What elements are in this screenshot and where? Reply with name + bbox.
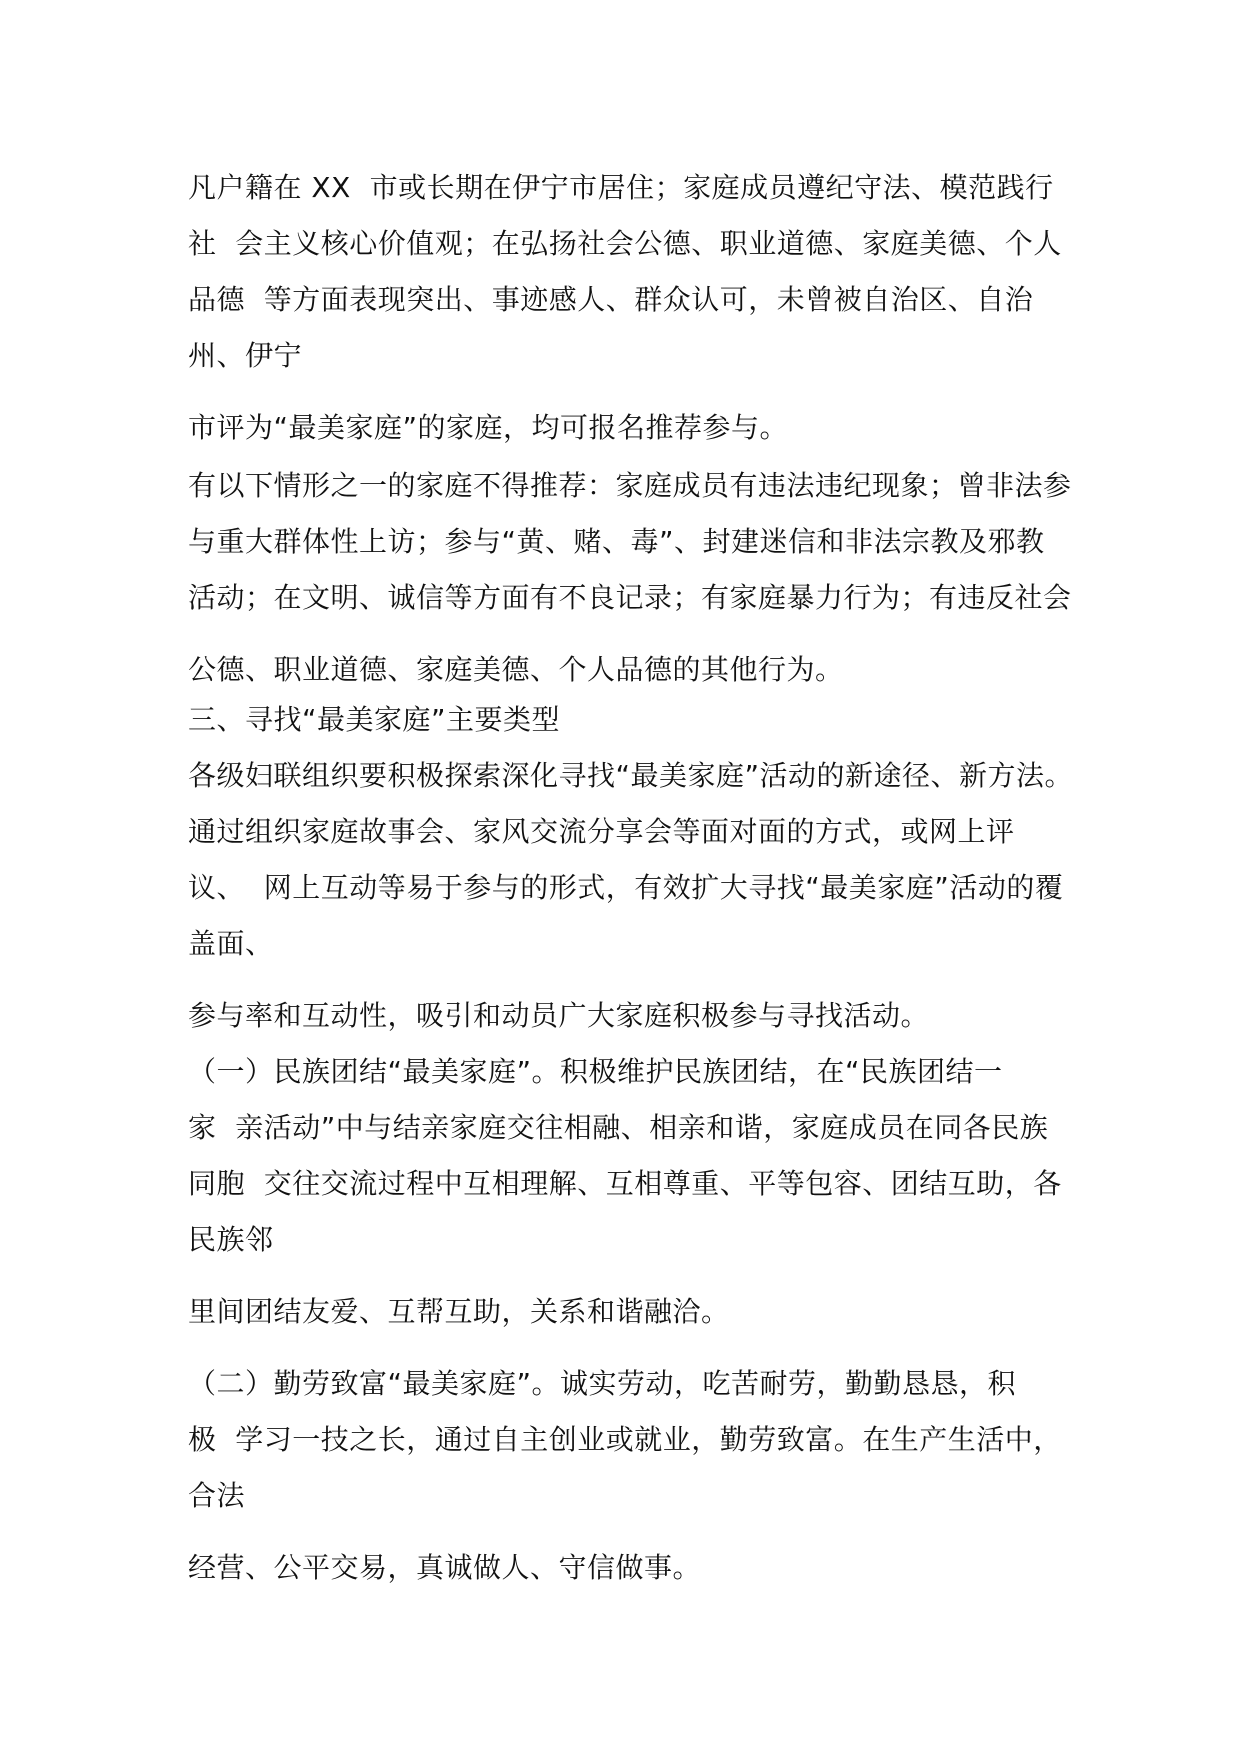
text-line: 公德、职业道德、家庭美德、个人品德的其他行为。 [188,653,844,686]
text-line: 品德 等方面表现突出、事迹感人、群众认可，未曾被自治区、自治 [188,283,1034,316]
text-line: 州、伊宁 [188,339,303,372]
text-line: 参与率和互动性，吸引和动员广大家庭积极参与寻找活动。 [188,999,930,1032]
text-line: 社 会主义核心价值观；在弘扬社会公德、职业道德、家庭美德、个人 [188,227,1062,260]
text-line: 活动；在文明、诚信等方面有不良记录；有家庭暴力行为；有违反社会 [188,581,1072,614]
text-line: 有以下情形之一的家庭不得推荐：家庭成员有违法违纪现象；曾非法参 [188,469,1072,502]
text-line: 里间团结友爱、互帮互助，关系和谐融洽。 [188,1295,730,1328]
text-line: 经营、公平交易，真诚做人、守信做事。 [188,1551,702,1584]
text-line: 合法 [188,1479,246,1512]
text-line: 民族邻 [188,1223,274,1256]
text-line: 盖面、 [188,927,274,960]
text-line: （二）勤劳致富“最美家庭”。诚实劳动，吃苦耐劳，勤勤恳恳，积 [188,1367,1017,1400]
text-line: 与重大群体性上访；参与“黄、赌、毒”、封建迷信和非法宗教及邪教 [188,525,1045,558]
text-line: 凡户籍在 XX 市或长期在伊宁市居住；家庭成员遵纪守法、模范践行 [188,171,1054,204]
text-line: 极 学习一技之长，通过自主创业或就业，勤劳致富。在生产生活中， [188,1423,1062,1456]
text-line: 市评为“最美家庭”的家庭，均可报名推荐参与。 [188,411,789,444]
text-line: （一）民族团结“最美家庭”。积极维护民族团结，在“民族团结一 [188,1055,1003,1088]
section-heading: 三、寻找“最美家庭”主要类型 [188,703,561,736]
text-line: 同胞 交往交流过程中互相理解、互相尊重、平等包容、团结互助，各 [188,1167,1062,1200]
text-line: 议、 网上互动等易于参与的形式，有效扩大寻找“最美家庭”活动的覆 [188,871,1064,904]
text-line: 家 亲活动”中与结亲家庭交往相融、相亲和谐，家庭成员在同各民族 [188,1111,1049,1144]
text-line: 各级妇联组织要积极探索深化寻找“最美家庭”活动的新途径、新方法。 [188,759,1074,792]
text-line: 通过组织家庭故事会、家风交流分享会等面对面的方式，或网上评 [188,815,1015,848]
